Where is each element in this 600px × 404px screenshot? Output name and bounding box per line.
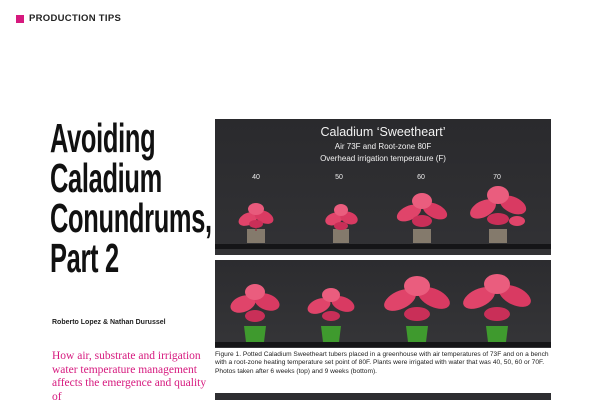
byline: Roberto Lopez & Nathan Durussel [52,319,166,326]
potted-plant-icon [303,282,359,344]
headline-line-2: Caladium [50,155,162,201]
temp-label-70: 70 [493,174,501,181]
temp-label-50: 50 [335,174,343,181]
temp-label-40: 40 [252,174,260,181]
section-square-icon [16,15,24,23]
plant-icon [230,197,282,247]
plant-icon [319,199,363,247]
deck-text: How air, substrate and irrigation water temperature management affects the emergence and quality of [52,350,207,403]
headline-line-1: Avoiding [50,115,156,161]
figure-subtitle: Air 73F and Root-zone 80F [334,142,432,151]
headline-line-3: Conundrums, [50,195,212,241]
figure-title: Caladium ‘Sweetheart’ [320,125,446,139]
section-label: PRODUCTION TIPS [29,13,122,24]
plant-icon [391,185,453,247]
figure-photo-top [215,119,551,255]
figure-caption: Figure 1. Potted Caladium Sweetheart tubers placed in a greenhouse with air temperatures of 73F and on a bench with a root-zone heating temperature set point of 80F. Plants were irrigated with water that was 40, 50, 60 or 70F. Photos taken after 6 weeks (top) and 9 weeks (bottom). [215,351,549,375]
potted-plant-icon [380,270,454,344]
headline-line-4: Part 2 [50,235,119,281]
temp-label-60: 60 [417,174,425,181]
figure-photo-next [215,393,551,400]
section-tag [16,13,121,24]
figure-photo-bottom [215,260,551,348]
potted-plant-icon [459,268,535,344]
plant-icon [465,179,531,247]
article-headline [50,115,212,281]
figure-subtitle-2: Overhead irrigation temperature (F) [320,154,446,163]
potted-plant-icon [227,278,283,344]
